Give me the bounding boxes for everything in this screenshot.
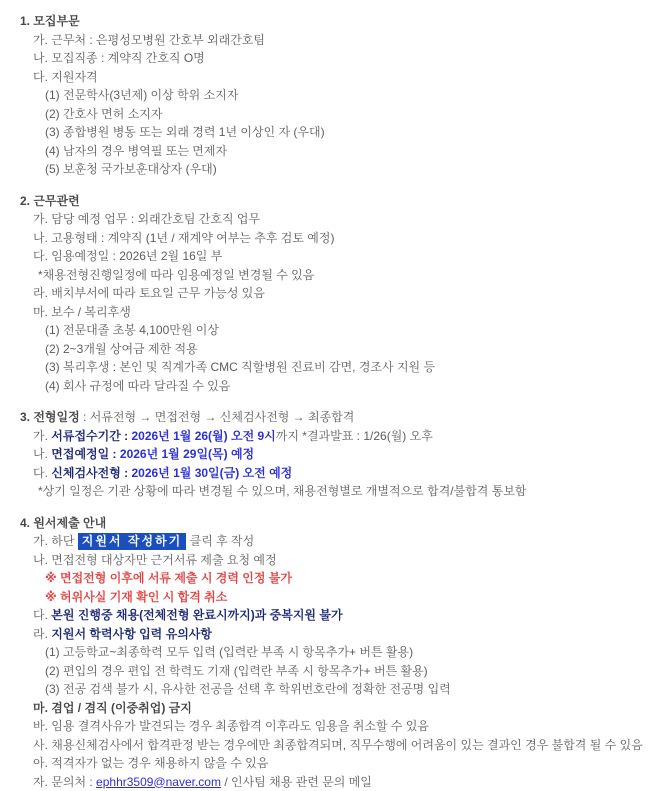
doc-line <box>0 284 662 303</box>
doc-line <box>0 699 662 718</box>
text-segment: 4. 원서제출 안내 <box>20 516 106 530</box>
text-segment: 다. 임용예정일 : 2026년 2월 16일 부 <box>33 249 222 263</box>
doc-line <box>0 427 662 446</box>
text-segment: 아. 적격자가 없는 경우 채용하지 않을 수 있음 <box>33 756 268 770</box>
text-segment: 다. 지원자격 <box>33 70 98 84</box>
text-segment: (1) 전문학사(3년제) 이상 학위 소지자 <box>45 88 238 102</box>
text-segment: 나. 면접전형 대상자만 근거서류 제출 요청 예정 <box>33 553 277 567</box>
text-segment: (4) 남자의 경우 병역필 또는 면제자 <box>45 144 227 158</box>
text-segment: 마. 보수 / 복리후생 <box>33 305 131 319</box>
text-segment: 지원서 학력사항 입력 유의사항 <box>51 627 212 641</box>
text-segment: 가. 하단 <box>33 534 78 548</box>
doc-line <box>0 482 662 501</box>
doc-line <box>0 229 662 248</box>
doc-line <box>0 569 662 588</box>
text-segment: 2026년 1월 29일(목) 예정 <box>120 447 254 461</box>
doc-line <box>0 606 662 625</box>
doc-line <box>0 340 662 359</box>
doc-line <box>0 680 662 699</box>
doc-line <box>0 321 662 340</box>
text-segment: ※ 허위사실 기재 확인 시 합격 취소 <box>45 590 227 604</box>
text-segment: 바. 임용 결격사유가 발견되는 경우 최종합격 이후라도 임용을 취소할 수 있음 <box>33 719 429 733</box>
doc-line <box>0 377 662 396</box>
text-segment: 나. 모집직종 : 계약직 간호직 O명 <box>33 51 205 65</box>
doc-line <box>0 358 662 377</box>
text-segment: (3) 복리후생 : 본인 및 직계가족 CMC 직할병원 진료비 감면, 경조사 지원 등 <box>45 360 435 374</box>
text-segment: : 서류전형 → 면접전형 → 신체검사전형 → 최종합격 <box>80 410 355 424</box>
text-segment: 2026년 1월 30일(금) 오전 예정 <box>131 466 292 480</box>
text-segment: 가. <box>33 429 51 443</box>
text-segment: ※ 면접전형 이후에 서류 제출 시 경력 인정 불가 <box>45 571 292 585</box>
section-1-recruitment <box>0 12 662 179</box>
text-segment: 다. <box>33 466 51 480</box>
text-segment: 신체검사전형 : <box>51 466 131 480</box>
text-segment: 2026년 1월 26(월) 오전 9시 <box>131 429 275 443</box>
text-segment: 2. 근무관련 <box>20 194 80 208</box>
text-segment: 3. 전형일정 <box>20 410 80 424</box>
doc-line <box>0 86 662 105</box>
text-segment: 라. 배치부서에 따라 토요일 근무 가능성 있음 <box>33 286 265 300</box>
doc-line <box>0 773 662 791</box>
doc-line <box>0 160 662 179</box>
doc-line <box>0 68 662 87</box>
contact-email-link[interactable]: ephhr3509@naver.com <box>96 775 221 789</box>
doc-line <box>0 31 662 50</box>
doc-line <box>0 408 662 427</box>
text-segment: (1) 전문대졸 초봉 4,100만원 이상 <box>45 323 219 337</box>
text-segment: 가. 근무처 : 은평성모병원 간호부 외래간호팀 <box>33 33 265 47</box>
apply-button[interactable]: 지원서 작성하기 <box>78 533 186 550</box>
text-segment: / 인사팀 채용 관련 문의 메일 <box>221 775 372 789</box>
text-segment: (2) 간호사 면허 소지자 <box>45 107 162 121</box>
doc-line <box>0 105 662 124</box>
text-segment: 라. <box>33 627 51 641</box>
text-segment: 마. 겸업 / 겸직 (이중취업) 금지 <box>33 701 192 715</box>
text-segment: (5) 보훈청 국가보훈대상자 (우대) <box>45 162 217 176</box>
text-segment: (3) 종합병원 병동 또는 외래 경력 1년 이상인 자 (우대) <box>45 125 325 139</box>
doc-line <box>0 717 662 736</box>
text-segment: (2) 2~3개월 상여금 제한 적용 <box>45 342 198 356</box>
text-segment: (2) 편입의 경우 편입 전 학력도 기재 (입력란 부족 시 항목추가+ 버튼 활용) <box>45 664 428 678</box>
doc-line <box>0 247 662 266</box>
text-segment: 까지 <box>276 429 303 443</box>
text-segment: 사. 채용신체검사에서 합격판정 받는 경우에만 최종합격되며, 직무수행에 어려움이 있는 결과인 경우 불합격 될 수 있음 <box>33 738 643 752</box>
doc-line <box>0 49 662 68</box>
doc-line <box>0 625 662 644</box>
doc-line <box>0 532 662 551</box>
doc-line <box>0 266 662 285</box>
text-segment: *채용전형진행일정에 따라 임용예정일 변경될 수 있음 <box>38 268 314 282</box>
text-segment: 서류접수기간 : <box>51 429 131 443</box>
text-segment: 자. 문의처 : <box>33 775 96 789</box>
text-segment: 나. 고용형태 : 계약직 (1년 / 재계약 여부는 추후 검토 예정) <box>33 231 334 245</box>
doc-line <box>0 210 662 229</box>
text-segment: *결과발표 : 1/26(월) 오후 <box>302 429 433 443</box>
doc-line <box>0 514 662 533</box>
doc-line <box>0 662 662 681</box>
text-segment: 클릭 후 작성 <box>186 534 254 548</box>
text-segment: (4) 회사 규정에 따라 달라질 수 있음 <box>45 379 230 393</box>
text-segment: (3) 전공 검색 불가 시, 유사한 전공을 선택 후 학위번호란에 정확한 전공명 입력 <box>45 682 451 696</box>
text-segment: 나. <box>33 447 51 461</box>
section-3-selection-schedule <box>0 408 662 501</box>
doc-line <box>0 754 662 773</box>
text-segment: 면접예정일 : <box>51 447 120 461</box>
doc-line <box>0 464 662 483</box>
doc-line <box>0 445 662 464</box>
doc-line <box>0 123 662 142</box>
doc-line <box>0 12 662 31</box>
text-segment: 가. 담당 예정 업무 : 외래간호팀 간호직 업무 <box>33 212 260 226</box>
doc-line <box>0 142 662 161</box>
text-segment: 본원 진행중 채용(전체전형 완료시까지)과 중복지원 불가 <box>51 608 342 622</box>
doc-line <box>0 736 662 755</box>
text-segment: 1. 모집부문 <box>20 14 80 28</box>
doc-line <box>0 551 662 570</box>
doc-line <box>0 643 662 662</box>
text-segment: (1) 고등학교~최종학력 모두 입력 (입력란 부족 시 항목추가+ 버튼 활용) <box>45 645 413 659</box>
doc-line <box>0 192 662 211</box>
section-4-application-guide <box>0 514 662 791</box>
doc-line <box>0 303 662 322</box>
text-segment: 다. <box>33 608 51 622</box>
doc-line <box>0 588 662 607</box>
section-2-work-conditions <box>0 192 662 396</box>
text-segment: *상기 일정은 기관 상황에 따라 변경될 수 있으며, 채용전형별로 개별적으로 합격/불합격 통보함 <box>38 484 527 498</box>
